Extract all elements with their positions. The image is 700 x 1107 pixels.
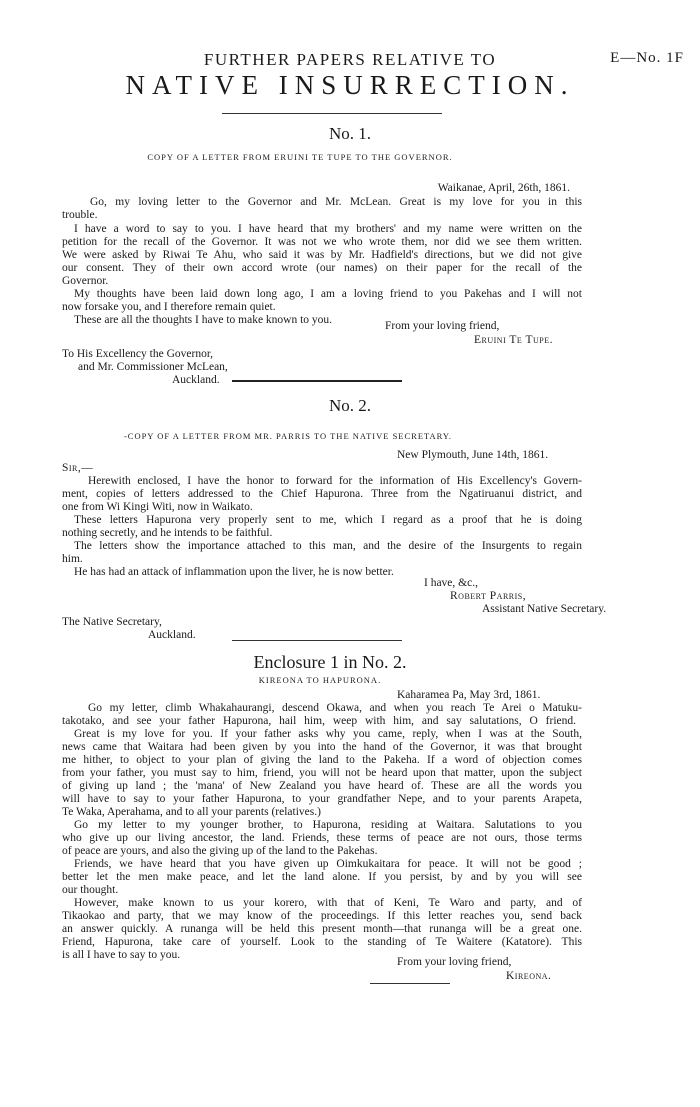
doc1-line: I have a word to say to you. I have heard that my brothers' and my name were written on the (74, 223, 582, 235)
doc1-address-line: To His Excellency the Governor, (62, 348, 214, 360)
enclosure-line: However, make known to us your korero, with that of Keni, Te Waro and party, and of (74, 897, 582, 909)
divider-rule (222, 113, 442, 114)
enclosure-line: news came that Waitara had been given by you into the hand of the Governor, it was that brought (62, 741, 582, 753)
doc1-address-line: and Mr. Commissioner McLean, (78, 361, 228, 373)
doc2-heading: No. 2. (328, 396, 372, 415)
enclosure-closing: From your loving friend, (397, 956, 512, 968)
enclosure-caption: KIREONA TO HAPURONA. (258, 675, 382, 685)
enclosure-line: Go my letter to my younger brother, to Hapurona, residing at Waitara. Salutations to you (74, 819, 582, 831)
enclosure-line: me hither, to object to your plan of giving the land to the Pakeha. If a word of objection comes (62, 754, 582, 766)
enclosure-line: Great is my love for you. If your father asks why you came, reply, when I was at the South, (74, 728, 582, 740)
doc1-line: Go, my loving letter to the Governor and Mr. McLean. Great is my love for you in this (90, 196, 582, 208)
enclosure-heading: Enclosure 1 in No. 2. (253, 652, 407, 672)
doc2-line: him. (62, 553, 83, 565)
enclosure-date: Kaharamea Pa, May 3rd, 1861. (397, 689, 541, 701)
doc1-line: trouble. (62, 209, 98, 221)
enclosure-line: an answer quickly. A runanga will be held this present month—that runanga will be a great one. (62, 923, 582, 935)
doc2-signature-title: Assistant Native Secretary. (482, 603, 607, 615)
doc1-line: now forsake you, and I therefore remain quiet. (62, 301, 276, 313)
doc1-date: Waikanae, April, 26th, 1861. (437, 182, 570, 194)
enclosure-line: Te Waka, Aperahama, and to all your parents (relatives.) (62, 806, 321, 818)
enclosure-line: of giving up land ; the 'mana' of New Zealand you have heard of. These are all the words you (62, 780, 582, 792)
enclosure-line: from your father, you must say to him, friend, you will not be heard upon that matter, upon the subject (62, 767, 582, 779)
enclosure-line: Friend, Hapurona, take care of yourself. Look to the standing of Te Waitere (Katatore). This (62, 936, 582, 948)
enclosure-line: Tikaokao and party, that we may know of the proceedings. If this letter reaches you, send back (62, 910, 582, 922)
doc1-line: petition for the recall of the Governor. It was not we who wrote them, nor did we see them written. (62, 236, 582, 248)
doc1-closing: From your loving friend, (385, 320, 500, 332)
divider-rule (232, 640, 402, 641)
enclosure-signature: Kireona. (506, 970, 552, 982)
doc1-line: These are all the thoughts I have to make known to you. (74, 314, 333, 326)
enclosure-line: will have to say to your father Hapurona, to your grandfather Nepe, and to your parents Arapeta, (62, 793, 582, 805)
enclosure-line: who give up our living ancestor, the land. Friends, these terms of peace are not ours, those terms (62, 832, 582, 844)
enclosure-line: Friends, we have heard that you have given up Oimkukaitara for peace. It will not be good ; (74, 858, 582, 870)
doc1-line: We were asked by Riwai Te Ahu, who said it was by Mr. Hadfield's directions, but we did not give (62, 249, 582, 261)
enclosure-line: is all I have to say to you. (62, 949, 181, 961)
doc2-address-line: The Native Secretary, (62, 616, 162, 628)
doc2-line: one from Wi Kingi Witi, now in Waikato. (62, 501, 253, 513)
divider-rule (232, 380, 402, 382)
enclosure-line: our thought. (62, 884, 119, 896)
doc2-salutation: Sir,— (62, 462, 94, 474)
doc2-line: He has had an attack of inflammation upon the liver, he is now better. (74, 566, 394, 578)
doc1-address-line: Auckland. (172, 374, 220, 386)
enclosure-line: of peace are yours, and also the giving up of the land to the Pakehas. (62, 845, 378, 857)
doc1-line: Governor. (62, 275, 109, 287)
doc1-caption: COPY OF A LETTER FROM ERUINI TE TUPE TO THE GOVERNOR. (147, 152, 453, 162)
doc2-line: The letters show the importance attached to this man, and the desire of the Insurgents to regain (74, 540, 582, 552)
doc1-signature: Eruini Te Tupe. (474, 334, 554, 346)
doc2-line: Herewith enclosed, I have the honor to forward for the information of His Excellency's Govern- (88, 475, 582, 487)
doc2-closing: I have, &c., (424, 577, 478, 589)
doc1-line: My thoughts have been laid down long ago, I am a loving friend to you Pakehas and I will not (74, 288, 582, 300)
doc2-line: These letters Hapurona very properly sent to me, which I regard as a proof that he is doing (74, 514, 582, 526)
doc2-signature: Robert Parris, (450, 590, 527, 602)
doc2-line: ment, copies of letters addressed to the Chief Hapurona. Three from the Ngatiruanui district, and (62, 488, 582, 500)
doc2-line: nothing secretly, and he intends to be faithful. (62, 527, 273, 539)
doc2-date: New Plymouth, June 14th, 1861. (397, 449, 549, 461)
doc1-heading: No. 1. (328, 124, 372, 143)
enclosure-line: Go my letter, climb Whakahaurangi, descend Okawa, and when you reach Te Arei o Matuku- (88, 702, 582, 714)
enclosure-line: takotako, and see your father Hapurona, hail him, weep with him, and say salutations, O friend. (62, 715, 576, 727)
enclosure-line: better let the men make peace, and let the land alone. If you persist, by and by you will see (62, 871, 582, 883)
doc2-caption: -COPY OF A LETTER FROM MR. PARRIS TO THE NATIVE SECRETARY. (123, 431, 453, 441)
doc1-line: our consent. They of their own accord wrote (our names) on their paper for the recall of the (62, 262, 582, 274)
divider-rule (370, 983, 450, 984)
doc2-address-line: Auckland. (148, 629, 196, 641)
document-title-line1: FURTHER PAPERS RELATIVE TO (203, 50, 497, 69)
document-title-line2: NATIVE INSURRECTION. (125, 70, 575, 100)
page-code: E—No. 1F (610, 50, 684, 66)
